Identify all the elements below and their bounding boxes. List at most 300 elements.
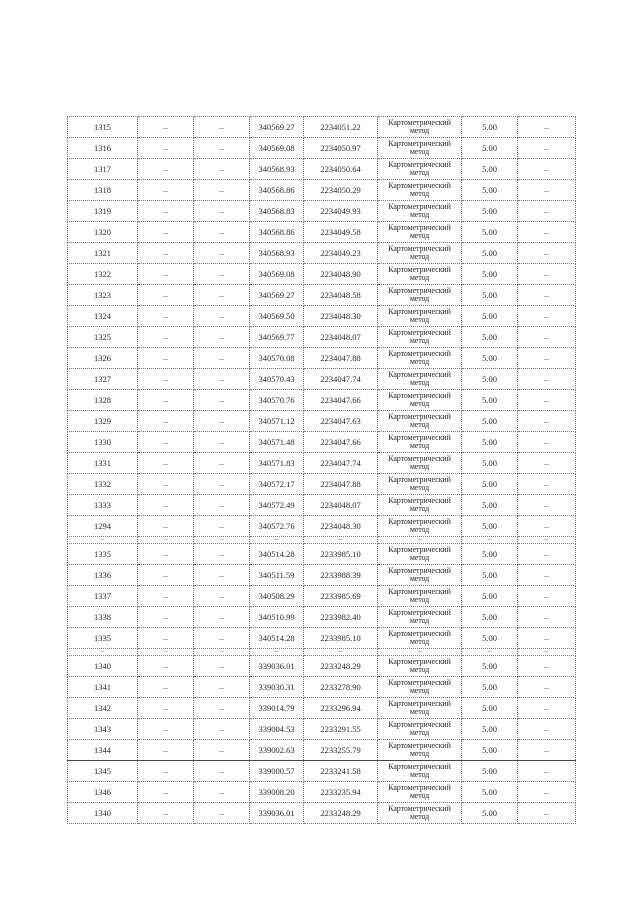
accuracy-cell: 5.00 — [462, 516, 518, 537]
x-coordinate-cell: 340571.48 — [250, 432, 304, 453]
empty-cell: -- — [138, 117, 194, 138]
separator-cell: -- — [304, 537, 378, 544]
point-number-cell: 1332 — [68, 474, 138, 495]
method-cell: Картометрический метод — [378, 803, 462, 824]
accuracy-cell: 5.00 — [462, 348, 518, 369]
y-coordinate-cell: 2233248.29 — [304, 656, 378, 677]
table-row — [68, 740, 576, 761]
empty-cell: -- — [194, 201, 250, 222]
separator-cell: -- — [138, 537, 194, 544]
separator-cell: -- — [68, 649, 138, 656]
method-cell: Картометрический метод — [378, 474, 462, 495]
y-coordinate-cell: 2234048.30 — [304, 306, 378, 327]
table-row — [68, 201, 576, 222]
y-coordinate-cell: 2234051.22 — [304, 117, 378, 138]
y-coordinate-cell: 2234048.30 — [304, 516, 378, 537]
point-number-cell: 1323 — [68, 285, 138, 306]
method-cell: Картометрический метод — [378, 453, 462, 474]
accuracy-cell: 5.00 — [462, 698, 518, 719]
empty-cell: -- — [518, 264, 576, 285]
y-coordinate-cell: 2234047.66 — [304, 432, 378, 453]
table-row — [68, 656, 576, 677]
empty-cell: -- — [518, 516, 576, 537]
point-number-cell: 1333 — [68, 495, 138, 516]
empty-cell: -- — [138, 138, 194, 159]
accuracy-cell: 5.00 — [462, 432, 518, 453]
method-cell: Картометрический метод — [378, 782, 462, 803]
empty-cell: -- — [138, 474, 194, 495]
accuracy-cell: 5.00 — [462, 264, 518, 285]
empty-cell: -- — [518, 201, 576, 222]
x-coordinate-cell: 340569.08 — [250, 264, 304, 285]
empty-cell: -- — [518, 474, 576, 495]
table-row — [68, 348, 576, 369]
empty-cell: -- — [138, 607, 194, 628]
accuracy-cell: 5.00 — [462, 586, 518, 607]
accuracy-cell: 5.00 — [462, 495, 518, 516]
empty-cell: -- — [518, 159, 576, 180]
empty-cell: -- — [138, 586, 194, 607]
x-coordinate-cell: 340571.12 — [250, 411, 304, 432]
method-cell: Картометрический метод — [378, 138, 462, 159]
point-number-cell: 1317 — [68, 159, 138, 180]
x-coordinate-cell: 340568.93 — [250, 243, 304, 264]
table-row — [68, 719, 576, 740]
table-row — [68, 369, 576, 390]
accuracy-cell: 5.00 — [462, 740, 518, 761]
empty-cell: -- — [518, 285, 576, 306]
accuracy-cell: 5.00 — [462, 607, 518, 628]
empty-cell: -- — [138, 306, 194, 327]
method-cell: Картометрический метод — [378, 761, 462, 782]
method-cell: Картометрический метод — [378, 719, 462, 740]
empty-cell: -- — [138, 159, 194, 180]
y-coordinate-cell: 2233255.79 — [304, 740, 378, 761]
table-row — [68, 803, 576, 824]
empty-cell: -- — [518, 432, 576, 453]
empty-cell: -- — [194, 411, 250, 432]
x-coordinate-cell: 340510.99 — [250, 607, 304, 628]
separator-row — [68, 649, 576, 656]
empty-cell: -- — [138, 327, 194, 348]
method-cell: Картометрический метод — [378, 306, 462, 327]
separator-cell: -- — [462, 649, 518, 656]
table-body — [68, 117, 576, 824]
point-number-cell: 1320 — [68, 222, 138, 243]
y-coordinate-cell: 2234047.88 — [304, 348, 378, 369]
method-cell: Картометрический метод — [378, 656, 462, 677]
table-row — [68, 117, 576, 138]
y-coordinate-cell: 2234048.90 — [304, 264, 378, 285]
x-coordinate-cell: 339002.63 — [250, 740, 304, 761]
accuracy-cell: 5.00 — [462, 719, 518, 740]
point-number-cell: 1327 — [68, 369, 138, 390]
empty-cell: -- — [194, 285, 250, 306]
x-coordinate-cell: 340569.27 — [250, 285, 304, 306]
empty-cell: -- — [518, 180, 576, 201]
method-cell: Картометрический метод — [378, 369, 462, 390]
y-coordinate-cell: 2233241.58 — [304, 761, 378, 782]
y-coordinate-cell: 2234049.93 — [304, 201, 378, 222]
accuracy-cell: 5.00 — [462, 180, 518, 201]
empty-cell: -- — [138, 782, 194, 803]
table-row — [68, 327, 576, 348]
empty-cell: -- — [138, 411, 194, 432]
accuracy-cell: 5.00 — [462, 628, 518, 649]
method-cell: Картометрический метод — [378, 586, 462, 607]
method-cell: Картометрический метод — [378, 565, 462, 586]
point-number-cell: 1345 — [68, 761, 138, 782]
y-coordinate-cell: 2234050.29 — [304, 180, 378, 201]
x-coordinate-cell: 340569.08 — [250, 138, 304, 159]
point-number-cell: 1322 — [68, 264, 138, 285]
empty-cell: -- — [138, 677, 194, 698]
y-coordinate-cell: 2234048.07 — [304, 327, 378, 348]
separator-cell: -- — [462, 537, 518, 544]
empty-cell: -- — [194, 677, 250, 698]
empty-cell: -- — [518, 369, 576, 390]
accuracy-cell: 5.00 — [462, 474, 518, 495]
y-coordinate-cell: 2233985.69 — [304, 586, 378, 607]
x-coordinate-cell: 340572.17 — [250, 474, 304, 495]
accuracy-cell: 5.00 — [462, 306, 518, 327]
empty-cell: -- — [194, 390, 250, 411]
empty-cell: -- — [194, 719, 250, 740]
empty-cell: -- — [194, 803, 250, 824]
method-cell: Картометрический метод — [378, 180, 462, 201]
y-coordinate-cell: 2233296.94 — [304, 698, 378, 719]
method-cell: Картометрический метод — [378, 677, 462, 698]
point-number-cell: 1335 — [68, 628, 138, 649]
empty-cell: -- — [518, 586, 576, 607]
table-row — [68, 565, 576, 586]
x-coordinate-cell: 340570.43 — [250, 369, 304, 390]
method-cell: Картометрический метод — [378, 607, 462, 628]
empty-cell: -- — [138, 453, 194, 474]
empty-cell: -- — [518, 138, 576, 159]
accuracy-cell: 5.00 — [462, 544, 518, 565]
separator-cell: -- — [250, 537, 304, 544]
x-coordinate-cell: 339036.01 — [250, 803, 304, 824]
y-coordinate-cell: 2233982.40 — [304, 607, 378, 628]
empty-cell: -- — [194, 782, 250, 803]
empty-cell: -- — [194, 243, 250, 264]
x-coordinate-cell: 340569.50 — [250, 306, 304, 327]
table-row — [68, 432, 576, 453]
table-row — [68, 586, 576, 607]
y-coordinate-cell: 2234049.23 — [304, 243, 378, 264]
empty-cell: -- — [518, 656, 576, 677]
method-cell: Картометрический метод — [378, 544, 462, 565]
x-coordinate-cell: 340568.86 — [250, 222, 304, 243]
y-coordinate-cell: 2233985.10 — [304, 544, 378, 565]
empty-cell: -- — [194, 117, 250, 138]
empty-cell: -- — [194, 159, 250, 180]
method-cell: Картометрический метод — [378, 411, 462, 432]
separator-cell: -- — [304, 649, 378, 656]
accuracy-cell: 5.00 — [462, 803, 518, 824]
point-number-cell: 1330 — [68, 432, 138, 453]
table-row — [68, 516, 576, 537]
point-number-cell: 1340 — [68, 656, 138, 677]
y-coordinate-cell: 2233235.94 — [304, 782, 378, 803]
empty-cell: -- — [518, 411, 576, 432]
y-coordinate-cell: 2234047.74 — [304, 453, 378, 474]
table-row — [68, 306, 576, 327]
empty-cell: -- — [518, 677, 576, 698]
point-number-cell: 1331 — [68, 453, 138, 474]
y-coordinate-cell: 2233248.29 — [304, 803, 378, 824]
empty-cell: -- — [518, 495, 576, 516]
table-row — [68, 138, 576, 159]
x-coordinate-cell: 340568.86 — [250, 180, 304, 201]
accuracy-cell: 5.00 — [462, 782, 518, 803]
empty-cell: -- — [194, 628, 250, 649]
point-number-cell: 1341 — [68, 677, 138, 698]
table-row — [68, 180, 576, 201]
x-coordinate-cell: 339036.01 — [250, 656, 304, 677]
x-coordinate-cell: 340514.28 — [250, 544, 304, 565]
empty-cell: -- — [194, 138, 250, 159]
empty-cell: -- — [138, 348, 194, 369]
point-number-cell: 1343 — [68, 719, 138, 740]
y-coordinate-cell: 2233988.39 — [304, 565, 378, 586]
empty-cell: -- — [518, 348, 576, 369]
point-number-cell: 1294 — [68, 516, 138, 537]
separator-cell: -- — [250, 649, 304, 656]
x-coordinate-cell: 340572.49 — [250, 495, 304, 516]
empty-cell: -- — [138, 628, 194, 649]
accuracy-cell: 5.00 — [462, 243, 518, 264]
x-coordinate-cell: 340572.76 — [250, 516, 304, 537]
method-cell: Картометрический метод — [378, 264, 462, 285]
empty-cell: -- — [138, 740, 194, 761]
accuracy-cell: 5.00 — [462, 656, 518, 677]
y-coordinate-cell: 2234048.07 — [304, 495, 378, 516]
x-coordinate-cell: 340570.76 — [250, 390, 304, 411]
empty-cell: -- — [138, 495, 194, 516]
accuracy-cell: 5.00 — [462, 117, 518, 138]
accuracy-cell: 5.00 — [462, 390, 518, 411]
empty-cell: -- — [194, 306, 250, 327]
empty-cell: -- — [194, 761, 250, 782]
empty-cell: -- — [518, 453, 576, 474]
empty-cell: -- — [194, 516, 250, 537]
empty-cell: -- — [138, 656, 194, 677]
empty-cell: -- — [518, 243, 576, 264]
empty-cell: -- — [138, 285, 194, 306]
table-row — [68, 698, 576, 719]
method-cell: Картометрический метод — [378, 222, 462, 243]
method-cell: Картометрический метод — [378, 628, 462, 649]
empty-cell: -- — [138, 803, 194, 824]
point-number-cell: 1340 — [68, 803, 138, 824]
x-coordinate-cell: 339030.31 — [250, 677, 304, 698]
separator-row — [68, 537, 576, 544]
empty-cell: -- — [518, 327, 576, 348]
coordinates-table — [67, 116, 576, 824]
y-coordinate-cell: 2234050.64 — [304, 159, 378, 180]
method-cell: Картометрический метод — [378, 516, 462, 537]
table-row — [68, 264, 576, 285]
empty-cell: -- — [138, 222, 194, 243]
method-cell: Картометрический метод — [378, 698, 462, 719]
empty-cell: -- — [518, 117, 576, 138]
empty-cell: -- — [518, 628, 576, 649]
empty-cell: -- — [194, 453, 250, 474]
empty-cell: -- — [138, 544, 194, 565]
method-cell: Картометрический метод — [378, 432, 462, 453]
point-number-cell: 1315 — [68, 117, 138, 138]
empty-cell: -- — [138, 761, 194, 782]
table-row — [68, 782, 576, 803]
y-coordinate-cell: 2234050.97 — [304, 138, 378, 159]
table-row — [68, 607, 576, 628]
empty-cell: -- — [194, 544, 250, 565]
y-coordinate-cell: 2233291.55 — [304, 719, 378, 740]
y-coordinate-cell: 2233985.10 — [304, 628, 378, 649]
y-coordinate-cell: 2234047.66 — [304, 390, 378, 411]
empty-cell: -- — [194, 698, 250, 719]
empty-cell: -- — [518, 222, 576, 243]
x-coordinate-cell: 339014.79 — [250, 698, 304, 719]
point-number-cell: 1321 — [68, 243, 138, 264]
method-cell: Картометрический метод — [378, 495, 462, 516]
empty-cell: -- — [194, 740, 250, 761]
method-cell: Картометрический метод — [378, 201, 462, 222]
table-row — [68, 285, 576, 306]
method-cell: Картометрический метод — [378, 285, 462, 306]
x-coordinate-cell: 340570.08 — [250, 348, 304, 369]
empty-cell: -- — [518, 761, 576, 782]
method-cell: Картометрический метод — [378, 390, 462, 411]
point-number-cell: 1326 — [68, 348, 138, 369]
empty-cell: -- — [194, 222, 250, 243]
table-row — [68, 677, 576, 698]
x-coordinate-cell: 340568.83 — [250, 201, 304, 222]
separator-cell: -- — [194, 649, 250, 656]
empty-cell: -- — [138, 698, 194, 719]
empty-cell: -- — [518, 803, 576, 824]
table-row — [68, 390, 576, 411]
method-cell: Картометрический метод — [378, 348, 462, 369]
accuracy-cell: 5.00 — [462, 565, 518, 586]
empty-cell: -- — [194, 656, 250, 677]
y-coordinate-cell: 2234047.88 — [304, 474, 378, 495]
table-row — [68, 222, 576, 243]
y-coordinate-cell: 2234047.63 — [304, 411, 378, 432]
separator-cell: -- — [518, 537, 576, 544]
separator-cell: -- — [518, 649, 576, 656]
empty-cell: -- — [518, 698, 576, 719]
accuracy-cell: 5.00 — [462, 453, 518, 474]
separator-cell: -- — [138, 649, 194, 656]
y-coordinate-cell: 2234048.58 — [304, 285, 378, 306]
separator-cell: -- — [68, 537, 138, 544]
x-coordinate-cell: 339000.57 — [250, 761, 304, 782]
empty-cell: -- — [518, 544, 576, 565]
point-number-cell: 1335 — [68, 544, 138, 565]
empty-cell: -- — [194, 474, 250, 495]
empty-cell: -- — [518, 782, 576, 803]
y-coordinate-cell: 2234049.58 — [304, 222, 378, 243]
method-cell: Картометрический метод — [378, 740, 462, 761]
empty-cell: -- — [194, 432, 250, 453]
accuracy-cell: 5.00 — [462, 411, 518, 432]
separator-cell: -- — [194, 537, 250, 544]
point-number-cell: 1342 — [68, 698, 138, 719]
accuracy-cell: 5.00 — [462, 138, 518, 159]
table-row — [68, 761, 576, 782]
y-coordinate-cell: 2233278.90 — [304, 677, 378, 698]
accuracy-cell: 5.00 — [462, 201, 518, 222]
x-coordinate-cell: 340571.83 — [250, 453, 304, 474]
empty-cell: -- — [194, 369, 250, 390]
empty-cell: -- — [194, 264, 250, 285]
empty-cell: -- — [194, 607, 250, 628]
empty-cell: -- — [194, 180, 250, 201]
accuracy-cell: 5.00 — [462, 677, 518, 698]
empty-cell: -- — [518, 719, 576, 740]
empty-cell: -- — [518, 607, 576, 628]
empty-cell: -- — [194, 586, 250, 607]
x-coordinate-cell: 340569.77 — [250, 327, 304, 348]
point-number-cell: 1336 — [68, 565, 138, 586]
point-number-cell: 1346 — [68, 782, 138, 803]
point-number-cell: 1319 — [68, 201, 138, 222]
empty-cell: -- — [518, 565, 576, 586]
empty-cell: -- — [194, 327, 250, 348]
empty-cell: -- — [518, 306, 576, 327]
table-row — [68, 411, 576, 432]
empty-cell: -- — [138, 565, 194, 586]
table-row — [68, 453, 576, 474]
y-coordinate-cell: 2234047.74 — [304, 369, 378, 390]
point-number-cell: 1344 — [68, 740, 138, 761]
empty-cell: -- — [138, 264, 194, 285]
point-number-cell: 1329 — [68, 411, 138, 432]
method-cell: Картометрический метод — [378, 159, 462, 180]
accuracy-cell: 5.00 — [462, 222, 518, 243]
x-coordinate-cell: 340508.29 — [250, 586, 304, 607]
empty-cell: -- — [138, 243, 194, 264]
accuracy-cell: 5.00 — [462, 285, 518, 306]
point-number-cell: 1328 — [68, 390, 138, 411]
empty-cell: -- — [138, 180, 194, 201]
point-number-cell: 1338 — [68, 607, 138, 628]
empty-cell: -- — [138, 390, 194, 411]
point-number-cell: 1324 — [68, 306, 138, 327]
empty-cell: -- — [138, 369, 194, 390]
table-row — [68, 243, 576, 264]
x-coordinate-cell: 339008.20 — [250, 782, 304, 803]
empty-cell: -- — [194, 565, 250, 586]
method-cell: Картометрический метод — [378, 117, 462, 138]
x-coordinate-cell: 340511.59 — [250, 565, 304, 586]
separator-cell: -- — [378, 649, 462, 656]
point-number-cell: 1316 — [68, 138, 138, 159]
empty-cell: -- — [194, 348, 250, 369]
table-row — [68, 474, 576, 495]
empty-cell: -- — [138, 719, 194, 740]
method-cell: Картометрический метод — [378, 327, 462, 348]
separator-cell: -- — [378, 537, 462, 544]
accuracy-cell: 5.00 — [462, 327, 518, 348]
empty-cell: -- — [138, 201, 194, 222]
point-number-cell: 1318 — [68, 180, 138, 201]
table-row — [68, 495, 576, 516]
accuracy-cell: 5.00 — [462, 369, 518, 390]
